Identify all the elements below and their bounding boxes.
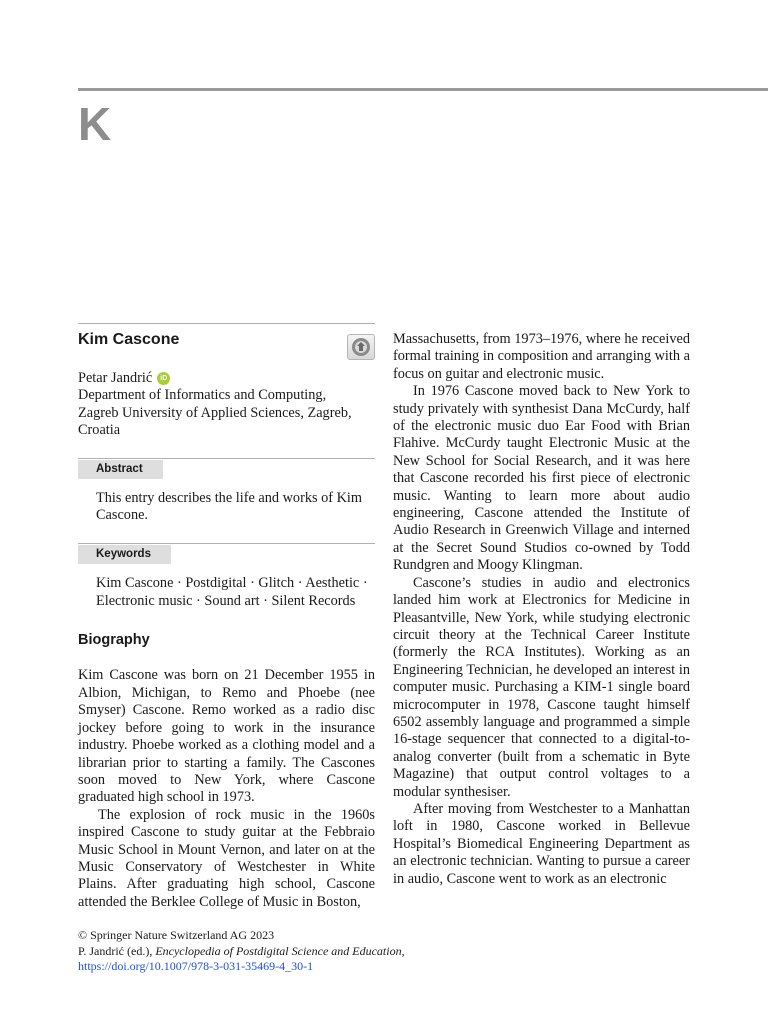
citation-line [78, 944, 405, 960]
left-column [78, 323, 375, 911]
top-rule [78, 88, 768, 91]
affiliation-line: Croatia [78, 422, 121, 439]
bio-paragraph: Kim Cascone was born on 21 December 1955 in Albion, Michigan, to Remo and Phoebe (nee Smyser) Cascone. Remo worked as a radio disc jockey before going to work in the insurance industry. Phoebe worked as a clothing model and a librarian prior to starting a family. The Cascones soon moved to New York, where Cascone graduated high school in 1973. [78, 667, 375, 806]
bio-paragraph: The explosion of rock music in the 1960s inspired Cascone to study guitar at the Febbraio Music School in Mount Vernon, and later on at the Music Conservatory of Westchester in White Plains. After graduating high school, Cascone attended the Berklee College of Music in Boston, [78, 806, 375, 910]
author-block [78, 370, 375, 440]
entry-header [78, 324, 375, 366]
bio-paragraph: In 1976 Cascone moved back to New York to study privately with synthesist Dana McCurdy, half of the electronic music duo Ear Food with Brian Flahive. McCurdy taught Electronic Music at the New School for Social Research, and it was here that Cascone recorded his first piece of electronic music. Wanting to learn more about audio engineering, Cascone attended the Institute of Audio Research in Greenwich Village and interned at the Secret Sound Studios co-owned by Todd Rundgren and Moogy Klingman. [393, 383, 690, 574]
citation-title: Encyclopedia of Postdigital Science and Education [155, 943, 402, 958]
abstract-box [78, 458, 375, 525]
abstract-text: This entry describes the life and works of Kim Cascone. [96, 490, 363, 524]
orcid-icon[interactable]: iD [157, 372, 170, 385]
bio-paragraph: Massachusetts, from 1973–1976, where he received formal training in composition and arranging with a focus on guitar and electronic music. [393, 331, 690, 382]
bio-paragraph: Cascone’s studies in audio and electronics landed him work at Electronics for Medicine in Pleasantville, New York, while studying electronic circuit theory at the Technical Career Institute (formerly the RCA Institutes). Working as an Engineering Technician, he developed an interest in computer music. Purchasing a KIM-1 single board microcomputer in 1978, Cascone taught himself 6502 assembly language and programmed a simple 16-stage sequencer that connected to a digital-to-analog converter (built from a schematic in Byte Magazine) that output control voltages to a modular synthesiser. [393, 574, 690, 800]
affiliation-line: Zagreb University of Applied Sciences, Zagreb, [78, 404, 352, 421]
keywords-box [78, 543, 375, 610]
entry-title: Kim Cascone [78, 331, 180, 348]
right-column [393, 331, 690, 888]
bio-paragraph: After moving from Westchester to a Manhattan loft in 1980, Cascone worked in Bellevue Hospital’s Biomedical Engineering Department as an electronic technician. Wanting to pursue a career in audio, Cascone went to work as an electronic [393, 800, 690, 887]
author-name: Petar Jandrić [78, 370, 153, 386]
abstract-label: Abstract [78, 460, 163, 479]
keywords-text: Kim Cascone · Postdigital · Glitch · Aesthetic · Electronic music · Sound art · Silent Records [96, 575, 368, 609]
section-letter: K [78, 98, 112, 150]
citation-suffix: , [401, 943, 405, 958]
doi-link[interactable]: https://doi.org/10.1007/978-3-031-35469-4_30-1 [78, 959, 314, 973]
footer [78, 928, 405, 975]
citation-prefix: P. Jandrić (ed.), [78, 943, 156, 958]
copyright-line: © Springer Nature Switzerland AG 2023 [78, 928, 275, 942]
affiliation-line: Department of Informatics and Computing, [78, 387, 327, 404]
biography-heading: Biography [78, 632, 150, 649]
keywords-label: Keywords [78, 545, 171, 564]
check-for-updates-icon[interactable] [347, 334, 375, 360]
